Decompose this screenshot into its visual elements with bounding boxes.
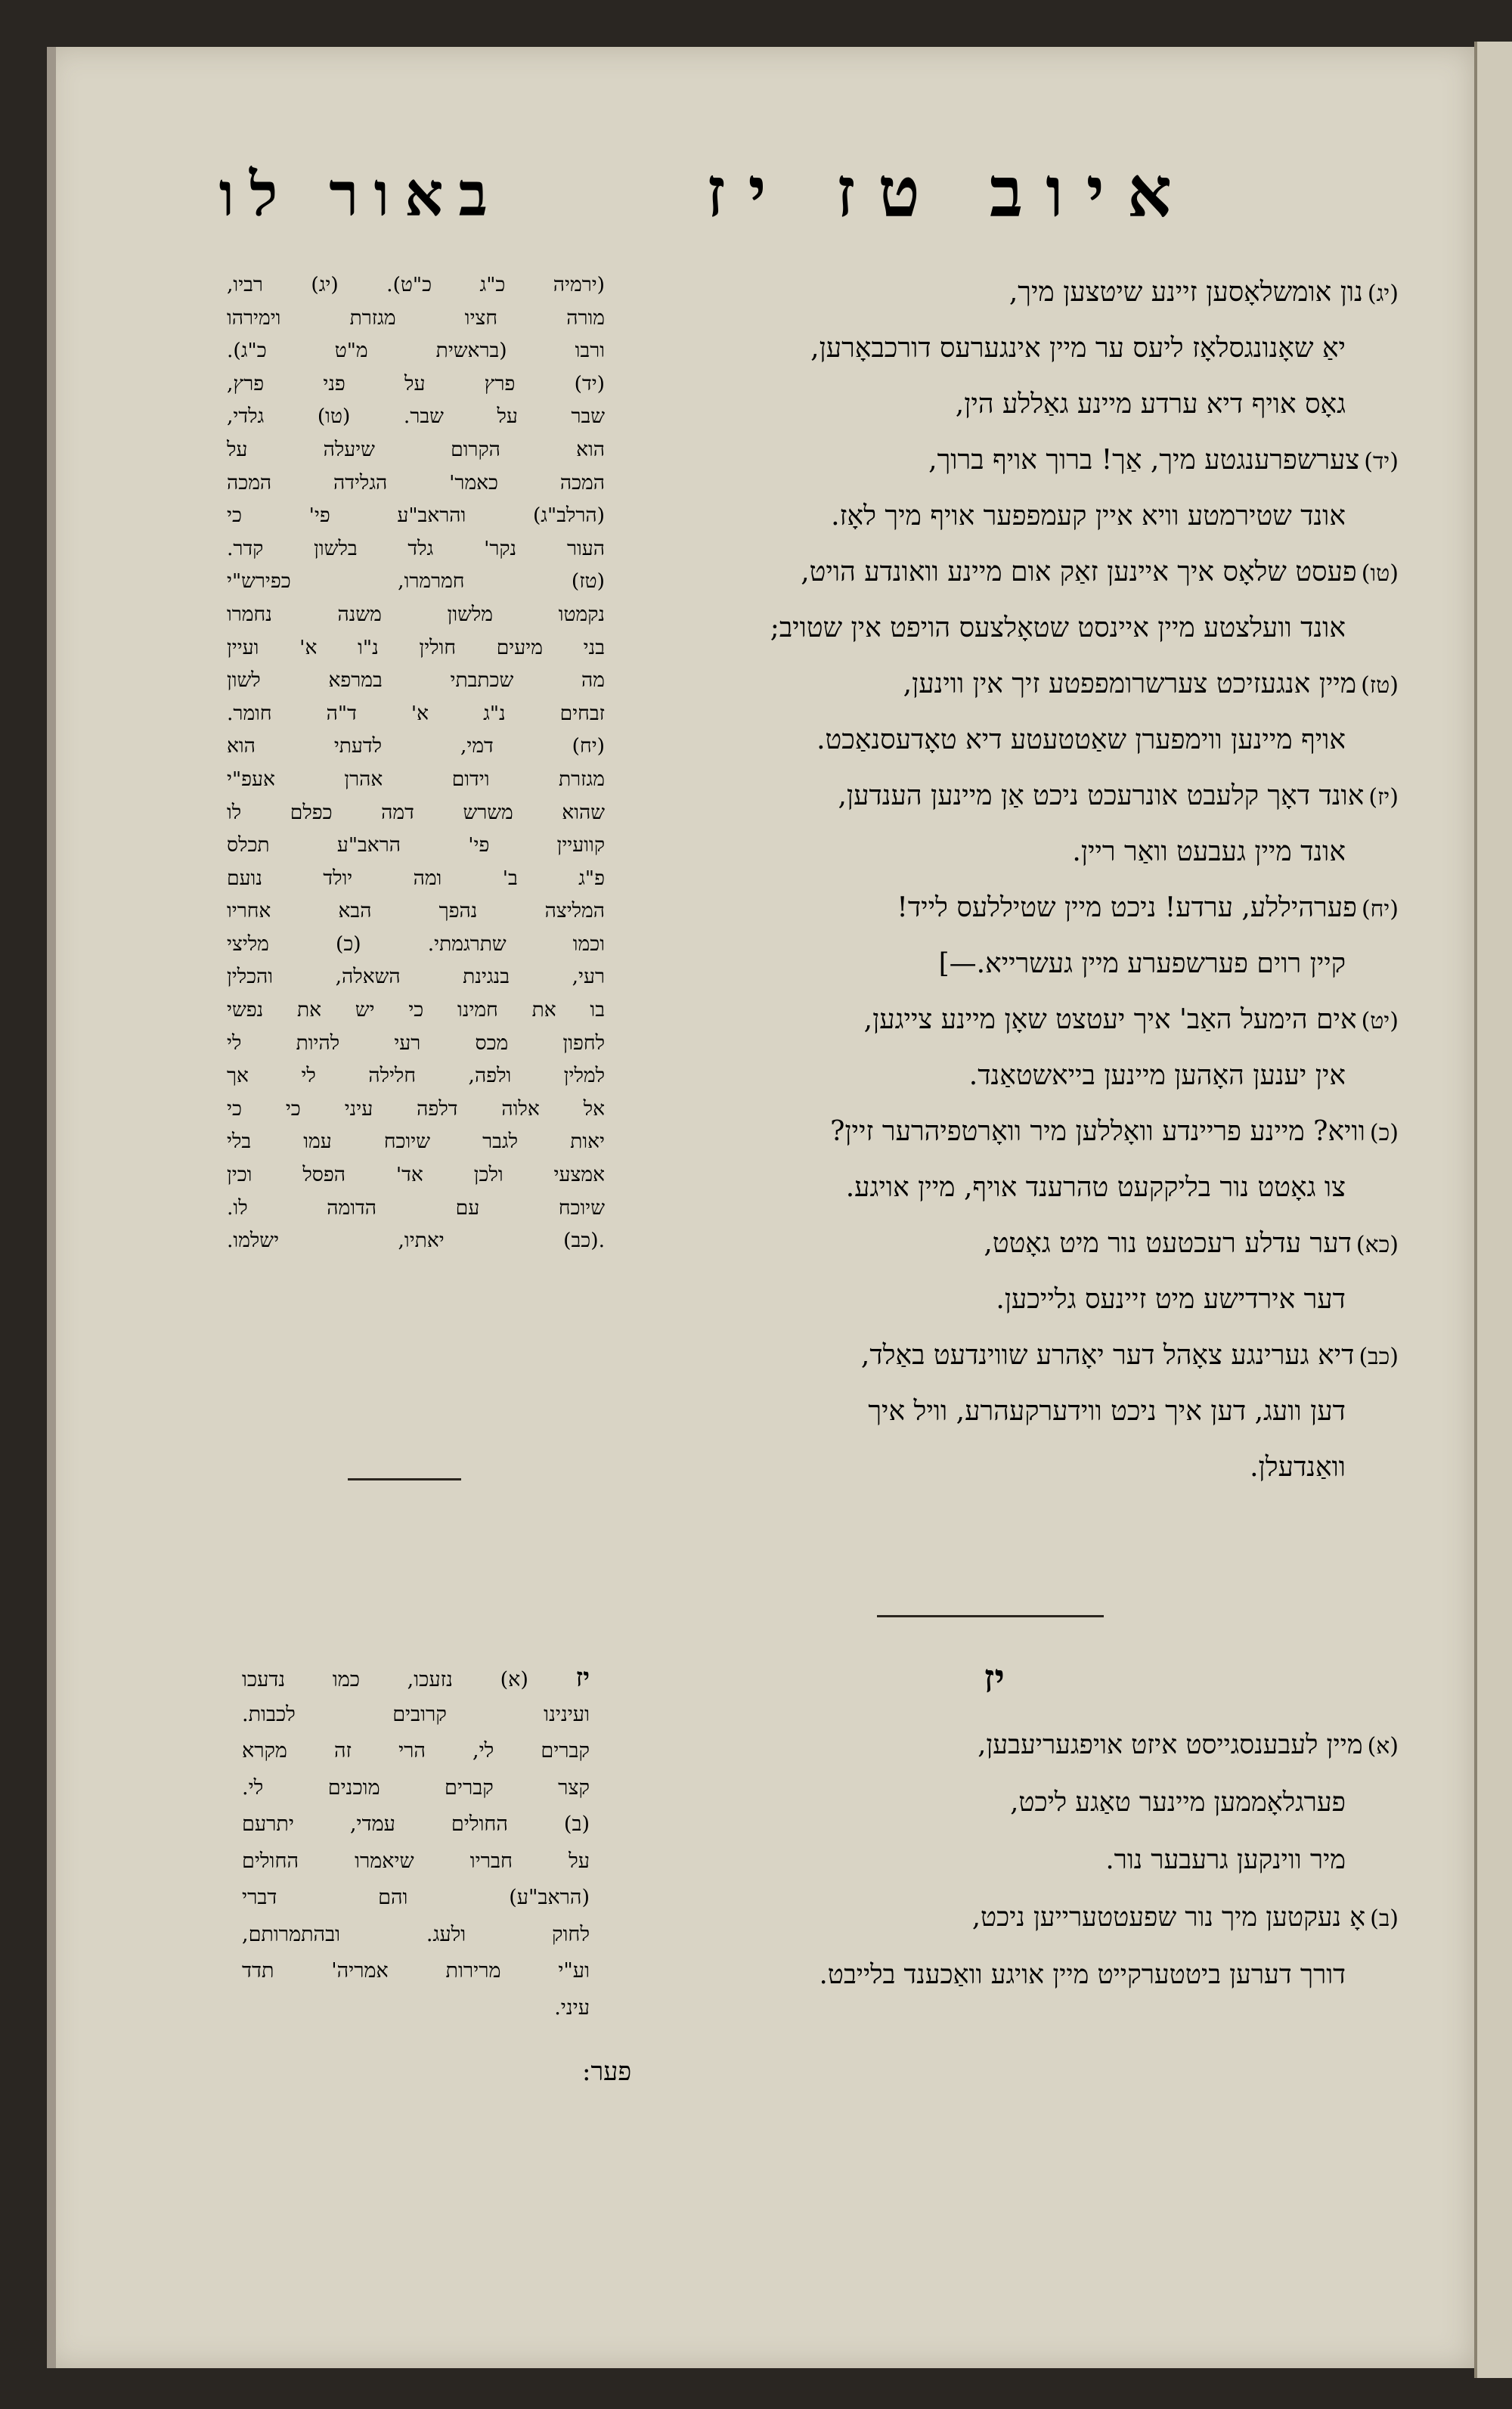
verse-number: (טז) — [1361, 672, 1399, 699]
commentary-text: לחוק ולעג. ובהתמרותם, — [242, 1922, 590, 1946]
commentary-line — [242, 1660, 590, 1697]
commentary-line — [242, 1733, 590, 1770]
verse-number: (ב) — [1370, 1905, 1399, 1932]
commentary-line: העור נקר' גלד בלשון קדר. — [227, 536, 605, 560]
verse-text: אונד דאָך קלעבט אונרעכט ניכט אַן מיינען הענדען, — [838, 780, 1365, 811]
commentary-line: רעי, בנגינת השאלה, והכלין — [227, 965, 605, 989]
verse-text: צו גאָטט נור בליקקעט טהרענד אויף, מיין אויגע. — [845, 1172, 1346, 1203]
verse-line — [582, 992, 1399, 1048]
verse-text: מיר ווינקען גרעבער נור. — [1105, 1845, 1346, 1875]
commentary-line: פ"ג ב' ומה יולד נועם — [227, 866, 605, 890]
commentary-line — [242, 1917, 590, 1954]
verse-line — [582, 712, 1399, 768]
commentary-line: (ירמיה כ"ג כ"ט). (יג) רביו, — [227, 273, 605, 296]
commentary-line: הוא הקרום שיעלה על — [227, 437, 605, 461]
commentary-line: (יד) פרץ על פני פרץ, — [227, 371, 605, 395]
verse-line — [582, 768, 1399, 824]
verse-text: אונד מיין געבעט וואַר ריין. — [1072, 836, 1346, 867]
commentary-text: (ב) החולים עמדי, יתרעם — [242, 1812, 590, 1836]
commentary-line — [242, 1806, 590, 1843]
commentary-text: עיני. — [554, 1995, 590, 2020]
commentary-line: למלין ולפה, חלילה לי אך — [227, 1064, 605, 1088]
verse-line — [582, 600, 1399, 656]
chapter-marker: יז — [575, 1663, 590, 1693]
chapter-heading: יז — [983, 1656, 1005, 1702]
main-verse-column-chapter-17 — [726, 1716, 1399, 2004]
page-gutter-shadow — [47, 47, 56, 2368]
verse-number: (יז) — [1368, 784, 1399, 811]
verse-text: דיא גערינגע צאָהל דער יאָהרע שווינדעט באַלד, — [860, 1340, 1355, 1371]
verse-text: וואַנדעלן. — [1250, 1452, 1346, 1483]
commentary-text: וע"י מרירות אמריה' תדד — [242, 1959, 590, 1983]
main-title: איוב טז יז — [705, 151, 1194, 233]
commentary-line: קוועיין פי' הראב"ע תכלס — [227, 833, 605, 857]
commentary-line: אמצעי ולכן אד' הפסל וכין — [227, 1163, 605, 1187]
verse-text: גאָס אויף דיא ערדע מיינע גאַללע הין, — [955, 389, 1346, 420]
verse-line — [582, 433, 1399, 488]
commentary-text: קברים לי, הרי זה מקרא — [242, 1739, 590, 1763]
verse-line — [582, 1328, 1399, 1384]
commentary-line: זבחים נ"ג א' ד"ה חומר. — [227, 701, 605, 725]
commentary-line: ורבו (בראשית מ"ט כ"ג). — [227, 339, 605, 363]
verse-number: (יד) — [1364, 448, 1399, 475]
commentary-line: המכה כאמר' הגלידה המכה — [227, 470, 605, 495]
verse-line — [582, 1160, 1399, 1216]
verse-line — [726, 1946, 1399, 2004]
verse-line — [582, 1048, 1399, 1104]
commentary-text: (א) נזעכו, כמו נדעכו — [242, 1668, 528, 1691]
verse-line — [582, 321, 1399, 377]
commentary-line — [242, 1880, 590, 1917]
verse-line — [582, 880, 1399, 936]
commentary-line: מגזרת וידום אהרן אעפ"י — [227, 767, 605, 791]
commentary-line: שבר על שבר. (טו) גלדי, — [227, 405, 605, 429]
verse-text: מיין לעבענסגייסט איזט אויפגעריעבען, — [978, 1730, 1363, 1760]
verse-text: אויף מיינען ווימפערן שאַטטעטע דיא טאָדעסנאַכט. — [816, 724, 1346, 755]
verse-line — [582, 936, 1399, 992]
verse-text: מיין אנגעזיכט צערשרומפפטע זיך אין ווינען, — [903, 668, 1357, 699]
commentary-line: (הרלב"ג) והראב"ע פי' כי — [227, 504, 605, 528]
main-verse-column — [582, 265, 1399, 1496]
commentary-line: המליצה נהפך הבא אחריו — [227, 899, 605, 923]
verse-text: אָ נעקטען מיך נור שפעטטערייען ניכט, — [971, 1902, 1366, 1933]
commentary-line: מה שכתבתי במרפא לשון — [227, 668, 605, 693]
verse-line — [582, 824, 1399, 880]
verse-number: (כא) — [1356, 1232, 1399, 1258]
next-page-edge — [1474, 42, 1512, 2378]
verse-text: אונד וועלצטע מיין איינסט שטאָלצעס הויפט אין שטויב; — [770, 612, 1346, 643]
verse-text: נון אומשלאָסען זיינע שיטצען מיך, — [1009, 277, 1363, 308]
commentary-line: שהוא משרש דמה כפלם לו — [227, 800, 605, 824]
verse-line — [582, 265, 1399, 321]
verse-line — [582, 1384, 1399, 1440]
commentary-line: בו את חמינו כי יש את נפשי — [227, 998, 605, 1022]
verse-text: פעסט שלאָס איך איינען זאַק אום מיינע וואונדע הויט, — [801, 557, 1357, 588]
commentary-column-chapter-17 — [242, 1660, 590, 2026]
verse-text: דער אירדישע מיט זיינעס גלייכען. — [996, 1284, 1346, 1315]
verse-number: (יח) — [1361, 896, 1399, 922]
commentary-text: על חבריו שיאמרו החולים — [242, 1849, 590, 1873]
verse-text: פערהיללע, ערדע! ניכט מיין שטיללעס לייד! — [897, 892, 1357, 923]
verse-line — [726, 1774, 1399, 1831]
commentary-line: נקמטו מלשון משנה נחמרו — [227, 602, 605, 626]
commentary-title: באור לו — [218, 159, 503, 230]
commentary-line: שיוכח עם הדומה לו. — [227, 1195, 605, 1220]
verse-text: קיין רוים פערשפערע מיין געשרייא.—] — [938, 948, 1346, 979]
verse-text: יאַ שאָנונגסלאָז ליעס ער מיין אינגערעס דורכבאָרען, — [810, 333, 1346, 364]
verse-text: פערגלאָממען מיינער טאַגע ליכט, — [1010, 1787, 1346, 1818]
commentary-text: קצר קברים מוכנים לי. — [242, 1775, 590, 1800]
commentary-line: .(כב) יאתיו, ישלמו. — [227, 1229, 605, 1253]
verse-line — [582, 1216, 1399, 1272]
verse-text: אים הימעל האַב' איך יעטצט שאָן מיינע צייגען, — [863, 1004, 1357, 1035]
commentary-line: לחפון מכס רעי להיות לי — [227, 1031, 605, 1055]
commentary-line — [242, 1697, 590, 1734]
commentary-divider-rule — [348, 1478, 461, 1480]
verse-line — [582, 1440, 1399, 1496]
verse-line — [582, 377, 1399, 433]
commentary-column — [227, 268, 605, 1257]
verse-line — [582, 1104, 1399, 1160]
commentary-line — [242, 1843, 590, 1880]
verse-number: (טו) — [1361, 560, 1399, 587]
verse-text: צערשפרענגטע מיך, אַך! ברוך אויף ברוך, — [928, 445, 1360, 476]
commentary-line: (טז) חמרמרו, כפירש"י — [227, 569, 605, 594]
commentary-line: וכמו שתרגמתי. (כ) מליצי — [227, 932, 605, 956]
verse-line — [726, 1716, 1399, 1774]
commentary-line — [242, 1770, 590, 1807]
verse-line — [582, 1272, 1399, 1328]
commentary-line: (יח) דמי, לדעתי הוא — [227, 734, 605, 758]
verse-number: (כ) — [1369, 1120, 1399, 1146]
verse-text: דורך דערען ביטטערקייט מיין אויגע וואַכענד בלייבט. — [819, 1960, 1346, 1990]
verse-text: אין יענען האָהען מיינען בייאשטאַנד. — [968, 1060, 1346, 1091]
commentary-line: מורה חציו מגזרת וימירהו — [227, 305, 605, 330]
verse-line — [726, 1889, 1399, 1946]
verse-text: דער עדלע רעכטעט נור מיט גאָטט, — [984, 1228, 1352, 1259]
catchword: פער: — [582, 2057, 632, 2087]
commentary-line: בני מיעים חולין נ"ו א' ועיין — [227, 635, 605, 659]
verse-text: וויא? מיינע פריינדע וואָללען מיר וואָרטפיהרער זיין? — [830, 1116, 1365, 1147]
commentary-line: אל אלוה דלפה עיני כי כי — [227, 1096, 605, 1121]
verse-line — [582, 488, 1399, 544]
verse-line — [582, 656, 1399, 712]
verse-line — [582, 544, 1399, 600]
commentary-line — [242, 1953, 590, 1990]
commentary-text: ועינינו קרובים לכבות. — [242, 1702, 590, 1726]
verse-text: דען וועג, דען איך ניכט ווידערקעהרע, וויל איך — [868, 1396, 1346, 1427]
chapter-divider-rule — [877, 1615, 1104, 1617]
verse-line — [726, 1831, 1399, 1889]
verse-text: אונד שטירמטע וויא איין קעמפפער אויף מיך לאָז. — [831, 501, 1346, 532]
commentary-line: יאות לגבר שיוכח עמו בלי — [227, 1130, 605, 1154]
commentary-text: (הראב"ע) והם דברי — [242, 1886, 590, 1909]
verse-number: (כב) — [1359, 1344, 1399, 1370]
verse-number: (יג) — [1367, 281, 1399, 307]
verse-number: (א) — [1367, 1733, 1399, 1759]
verse-number: (יט) — [1361, 1008, 1399, 1034]
commentary-line — [242, 1990, 590, 2027]
